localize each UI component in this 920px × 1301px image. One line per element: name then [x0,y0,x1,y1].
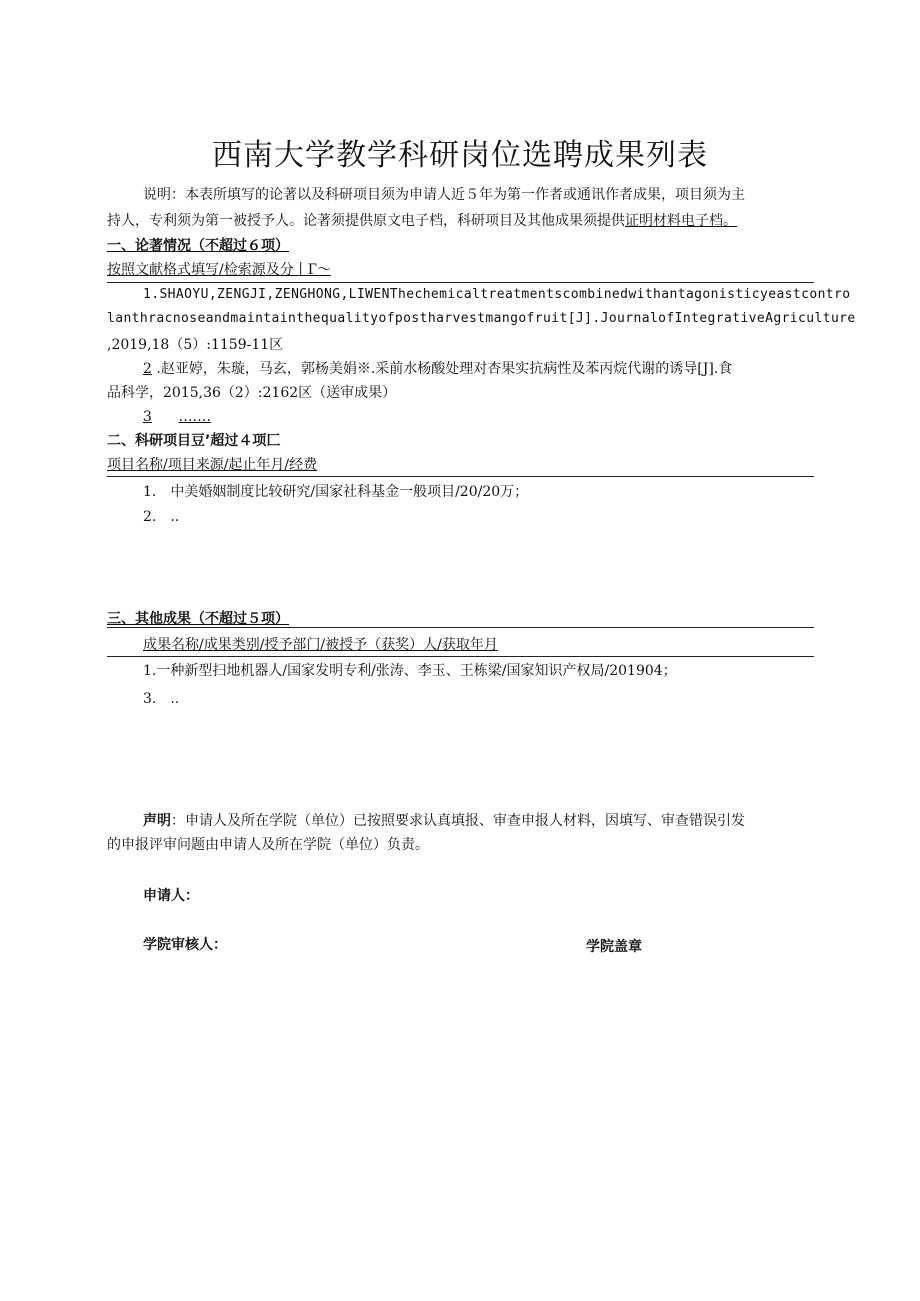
declaration-text: ：申请人及所在学院（单位）已按照要求认真填报、审查申报人材料，因填写、审查错误引发 [171,813,745,829]
section-2-rule [107,476,814,477]
intro-line-1: 说明：本表所填写的论著以及科研项目须为申请人近５年为第一作者或通讯作者成果，项目须为主 [143,187,745,203]
section-2-item-2: 2. .. [143,509,180,525]
declaration-line-2: 的申报评审问题由申请人及所在学院（单位）负责。 [107,837,429,853]
reviewer-signature-label: 学院审核人： [143,937,227,953]
section-1-item-2-text: .赵亚婷，朱璇，马玄，郭杨美娟※.采前水杨酸处理对杏果实抗病性及苯丙烷代谢的诱导[J].食 [156,361,733,377]
section-1-item-1-line-3: ,2019,18（5）:1159-11区 [107,337,284,353]
section-3-item-1: 1.一种新型扫地机器人/国家发明专利/张涛、李玉、王栋梁/国家知识产权局/201904； [143,663,677,679]
section-3-heading: 三、其他成果（不超过５项） [107,611,289,627]
declaration-line-1 [143,810,745,832]
page-title: 西南大学教学科研岗位选聘成果列表 [212,138,708,173]
section-1-item-3-text: .…… [178,409,212,425]
section-1-subheading: 按照文献格式填写/检索源及分丨Г～ [107,262,331,278]
section-1-item-2-line-1 [143,358,732,380]
section-1-item-2-number: 2 [143,361,152,377]
section-2-subheading: 项目名称/项目来源/起止年月/经费 [107,457,318,473]
intro-line-2-link: 证明材料电子档。 [625,213,737,229]
section-1-item-3 [143,406,211,428]
section-2-item-1: 1. 中美婚姻制度比较研究/国家社科基金一般项目/20/20万； [143,484,529,500]
section-1-item-1-line-1: 1.SHAOYU,ZENGJI,ZENGHONG,LIWENThechemicaltreatmentscombinedwithantagonisticyeastcontro [143,287,851,302]
section-1-item-1-line-2: lanthracnoseandmaintainthequalityofpostharvestmangofruit[J].JournalofIntegrativeAgriculture [107,311,856,326]
section-1-rule [107,282,814,283]
declaration-label: 声明 [143,813,171,829]
section-1-item-2-line-2: 品科学，2015,36（2）:2162区（送审成果） [107,385,397,401]
section-3-item-2: 3. .. [143,691,180,707]
section-1-item-3-number: 3 [143,409,152,425]
section-2-heading: 二、科研项目豆’超过４项匚 [107,433,281,449]
applicant-signature-label: 申请人： [143,888,199,904]
section-1-heading: 一、论著情况（不超过６项） [107,238,289,254]
intro-line-2-main: 持人，专利须为第一被授予人。论著须提供原文电子档，科研项目及其他成果须提供 [107,213,625,229]
intro-line-2 [107,210,737,232]
college-seal-label: 学院盖章 [586,939,642,955]
section-3-rule-top [107,627,814,628]
section-3-rule-bottom [107,656,814,657]
section-3-subheading: 成果名称/成果类别/授予部门/被授予（获奖）人/获取年月 [143,637,498,653]
